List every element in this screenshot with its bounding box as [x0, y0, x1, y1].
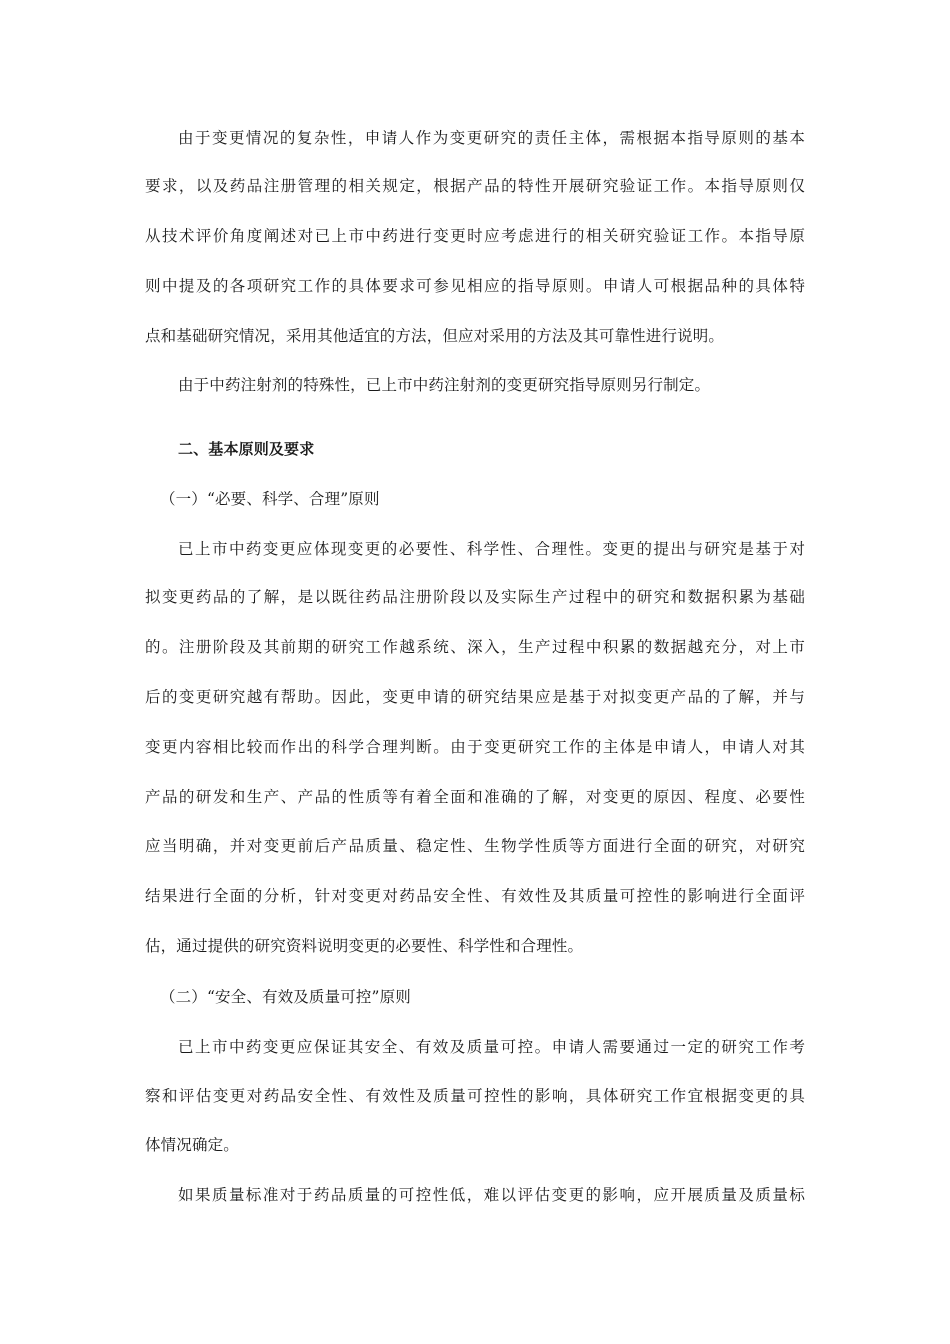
paragraph-line: 拟变更药品的了解，是以既往药品注册阶段以及实际生产过程中的研究和数据积累为基础 — [145, 588, 805, 606]
paragraph-line: 从技术评价角度阐述对已上市中药进行变更时应考虑进行的相关研究验证工作。本指导原 — [145, 227, 805, 245]
paragraph-line: 变更内容相比较而作出的科学合理判断。由于变更研究工作的主体是申请人，申请人对其 — [145, 738, 805, 756]
paragraph-line: 估，通过提供的研究资料说明变更的必要性、科学性和合理性。 — [145, 937, 584, 955]
paragraph-line: 已上市中药变更应体现变更的必要性、科学性、合理性。变更的提出与研究是基于对 — [178, 540, 805, 558]
paragraph-line: 要求，以及药品注册管理的相关规定，根据产品的特性开展研究验证工作。本指导原则仅 — [145, 177, 805, 195]
paragraph-line: 产品的研发和生产、产品的性质等有着全面和准确的了解，对变更的原因、程度、必要性 — [145, 788, 805, 806]
paragraph-line: 的。注册阶段及其前期的研究工作越系统、深入，生产过程中积累的数据越充分，对上市 — [145, 638, 805, 656]
section-heading: 二、基本原则及要求 — [178, 440, 315, 458]
paragraph-line: 则中提及的各项研究工作的具体要求可参见相应的指导原则。申请人可根据品种的具体特 — [145, 277, 805, 295]
paragraph-line: 后的变更研究越有帮助。因此，变更申请的研究结果应是基于对拟变更产品的了解，并与 — [145, 688, 805, 706]
paragraph-line: 应当明确，并对变更前后产品质量、稳定性、生物学性质等方面进行全面的研究，对研究 — [145, 837, 805, 855]
paragraph-line: 由于中药注射剂的特殊性，已上市中药注射剂的变更研究指导原则另行制定。 — [178, 376, 711, 394]
paragraph-line: 已上市中药变更应保证其安全、有效及质量可控。申请人需要通过一定的研究工作考 — [178, 1038, 805, 1056]
paragraph-line: 如果质量标准对于药品质量的可控性低，难以评估变更的影响，应开展质量及质量标 — [178, 1186, 805, 1204]
paragraph-line: 结果进行全面的分析，针对变更对药品安全性、有效性及其质量可控性的影响进行全面评 — [145, 887, 805, 905]
paragraph-line: 体情况确定。 — [145, 1136, 239, 1154]
paragraph-line: 察和评估变更对药品安全性、有效性及质量可控性的影响，具体研究工作宜根据变更的具 — [145, 1087, 805, 1105]
subsection-heading: （二）“安全、有效及质量可控”原则 — [160, 988, 411, 1006]
subsection-heading: （一）“必要、科学、合理”原则 — [160, 490, 380, 508]
paragraph-line: 点和基础研究情况，采用其他适宜的方法，但应对采用的方法及其可靠性进行说明。 — [145, 327, 725, 345]
paragraph-line: 由于变更情况的复杂性，申请人作为变更研究的责任主体，需根据本指导原则的基本 — [178, 129, 805, 147]
